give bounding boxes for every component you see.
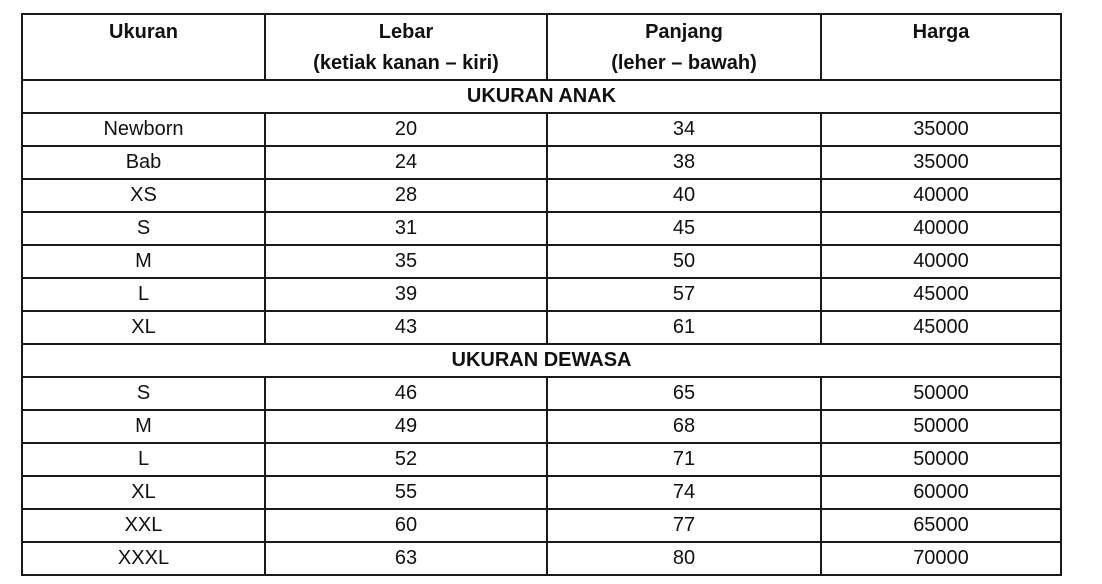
- cell-panjang: 77: [547, 509, 821, 542]
- cell-harga: 40000: [821, 245, 1061, 278]
- cell-panjang: 68: [547, 410, 821, 443]
- cell-lebar: 28: [265, 179, 547, 212]
- cell-lebar: 60: [265, 509, 547, 542]
- cell-harga: 65000: [821, 509, 1061, 542]
- header-ukuran: [22, 14, 265, 80]
- header-lebar-label: Lebar: [378, 21, 434, 43]
- cell-panjang: 65: [547, 377, 821, 410]
- cell-lebar: 55: [265, 476, 547, 509]
- cell-size: Bab: [22, 146, 265, 179]
- table-row: [22, 113, 1061, 146]
- cell-lebar: 31: [265, 212, 547, 245]
- cell-size: M: [22, 245, 265, 278]
- section-title-anak: UKURAN ANAK: [22, 80, 1061, 113]
- header-ukuran-label: Ukuran: [109, 21, 178, 43]
- table-row: [22, 377, 1061, 410]
- cell-size: M: [22, 410, 265, 443]
- header-harga: [821, 14, 1061, 80]
- cell-size: XL: [22, 476, 265, 509]
- cell-harga: 60000: [821, 476, 1061, 509]
- cell-panjang: 38: [547, 146, 821, 179]
- table-row: [22, 476, 1061, 509]
- cell-size: Newborn: [22, 113, 265, 146]
- cell-harga: 35000: [821, 146, 1061, 179]
- cell-harga: 45000: [821, 278, 1061, 311]
- table-row: [22, 509, 1061, 542]
- cell-lebar: 39: [265, 278, 547, 311]
- header-lebar-sublabel: (ketiak kanan – kiri): [313, 52, 499, 74]
- table-row: [22, 443, 1061, 476]
- cell-size: S: [22, 377, 265, 410]
- cell-panjang: 57: [547, 278, 821, 311]
- cell-lebar: 52: [265, 443, 547, 476]
- cell-lebar: 49: [265, 410, 547, 443]
- cell-harga: 40000: [821, 212, 1061, 245]
- cell-panjang: 40: [547, 179, 821, 212]
- cell-size: XXXL: [22, 542, 265, 575]
- table-row: [22, 146, 1061, 179]
- cell-lebar: 46: [265, 377, 547, 410]
- header-panjang: [547, 14, 821, 80]
- table-row: [22, 311, 1061, 344]
- cell-size: L: [22, 278, 265, 311]
- header-row: [22, 14, 1061, 80]
- table-row: [22, 179, 1061, 212]
- cell-harga: 40000: [821, 179, 1061, 212]
- cell-panjang: 74: [547, 476, 821, 509]
- cell-lebar: 20: [265, 113, 547, 146]
- cell-lebar: 35: [265, 245, 547, 278]
- cell-harga: 50000: [821, 410, 1061, 443]
- header-panjang-label: Panjang: [645, 21, 723, 43]
- table-row: [22, 410, 1061, 443]
- cell-lebar: 63: [265, 542, 547, 575]
- cell-panjang: 50: [547, 245, 821, 278]
- table-row: [22, 278, 1061, 311]
- cell-size: XXL: [22, 509, 265, 542]
- cell-harga: 50000: [821, 377, 1061, 410]
- cell-harga: 45000: [821, 311, 1061, 344]
- header-harga-label: Harga: [912, 21, 970, 43]
- cell-harga: 50000: [821, 443, 1061, 476]
- table-row: [22, 542, 1061, 575]
- table-row: [22, 245, 1061, 278]
- cell-size: S: [22, 212, 265, 245]
- cell-size: L: [22, 443, 265, 476]
- cell-lebar: 24: [265, 146, 547, 179]
- cell-panjang: 61: [547, 311, 821, 344]
- cell-harga: 70000: [821, 542, 1061, 575]
- cell-harga: 35000: [821, 113, 1061, 146]
- section-title-dewasa: UKURAN DEWASA: [22, 344, 1061, 377]
- header-panjang-sublabel: (leher – bawah): [611, 52, 757, 74]
- section-row-dewasa: [22, 344, 1061, 377]
- cell-size: XL: [22, 311, 265, 344]
- size-chart-table: [21, 13, 1062, 576]
- cell-size: XS: [22, 179, 265, 212]
- cell-lebar: 43: [265, 311, 547, 344]
- cell-panjang: 71: [547, 443, 821, 476]
- cell-panjang: 45: [547, 212, 821, 245]
- table-row: [22, 212, 1061, 245]
- cell-panjang: 80: [547, 542, 821, 575]
- header-lebar: [265, 14, 547, 80]
- section-row-anak: [22, 80, 1061, 113]
- cell-panjang: 34: [547, 113, 821, 146]
